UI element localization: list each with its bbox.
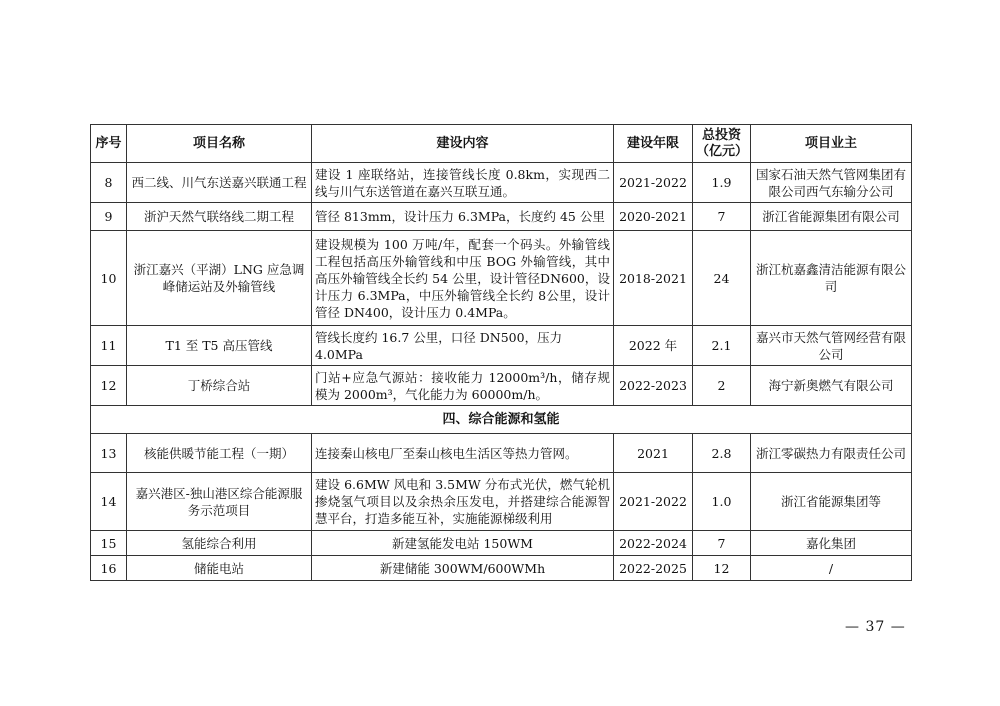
cell-project-name: 西二线、川气东送嘉兴联通工程 [127,163,312,203]
cell-index: 15 [91,531,127,556]
cell-index: 8 [91,163,127,203]
table-row [91,163,912,203]
cell-period: 2022 年 [614,326,693,366]
cell-project-name: 丁桥综合站 [127,366,312,406]
section-title: 四、综合能源和氢能 [91,406,912,434]
cell-investment: 7 [693,203,751,231]
header-project-name: 项目名称 [127,125,312,163]
table-row [91,366,912,406]
cell-period: 2022-2024 [614,531,693,556]
cell-owner: 海宁新奥燃气有限公司 [751,366,912,406]
cell-project-name: 浙沪天然气联络线二期工程 [127,203,312,231]
cell-project-name: 嘉兴港区-独山港区综合能源服务示范项目 [127,473,312,531]
header-index: 序号 [91,125,127,163]
cell-owner: 国家石油天然气管网集团有限公司西气东输分公司 [751,163,912,203]
cell-period: 2018-2021 [614,231,693,326]
cell-owner: 浙江杭嘉鑫清洁能源有限公司 [751,231,912,326]
cell-investment: 12 [693,556,751,581]
cell-project-name: T1 至 T5 高压管线 [127,326,312,366]
cell-investment: 1.0 [693,473,751,531]
cell-content: 管径 813mm，设计压力 6.3MPa，长度约 45 公里 [312,203,614,231]
table-row [91,203,912,231]
cell-period: 2021-2022 [614,473,693,531]
table-row [91,326,912,366]
section-row [91,406,912,434]
cell-period: 2021 [614,434,693,473]
header-period: 建设年限 [614,125,693,163]
table-header-row [91,125,912,163]
cell-index: 9 [91,203,127,231]
cell-index: 13 [91,434,127,473]
cell-project-name: 氢能综合利用 [127,531,312,556]
cell-owner: 浙江省能源集团等 [751,473,912,531]
table-row [91,434,912,473]
header-owner: 项目业主 [751,125,912,163]
cell-investment: 2 [693,366,751,406]
cell-investment: 7 [693,531,751,556]
cell-investment: 2.1 [693,326,751,366]
cell-owner: / [751,556,912,581]
cell-owner: 浙江零碳热力有限责任公司 [751,434,912,473]
cell-period: 2021-2022 [614,163,693,203]
cell-content: 新建氢能发电站 150WM [312,531,614,556]
cell-owner: 嘉化集团 [751,531,912,556]
cell-content: 新建储能 300WM/600WMh [312,556,614,581]
cell-investment: 24 [693,231,751,326]
header-investment: 总投资 （亿元） [693,125,751,163]
table-row [91,473,912,531]
cell-period: 2022-2025 [614,556,693,581]
table-row [91,556,912,581]
project-table [90,124,912,581]
cell-index: 10 [91,231,127,326]
cell-index: 16 [91,556,127,581]
cell-project-name: 浙江嘉兴（平湖）LNG 应急调峰储运站及外输管线 [127,231,312,326]
cell-owner: 嘉兴市天然气管网经营有限公司 [751,326,912,366]
cell-index: 11 [91,326,127,366]
cell-owner: 浙江省能源集团有限公司 [751,203,912,231]
cell-period: 2022-2023 [614,366,693,406]
cell-project-name: 核能供暖节能工程（一期） [127,434,312,473]
cell-period: 2020-2021 [614,203,693,231]
cell-content: 管线长度约 16.7 公里，口径 DN500，压力 4.0MPa [312,326,614,366]
page-number: — 37 — [845,619,906,635]
cell-index: 12 [91,366,127,406]
cell-content: 门站+应急气源站：接收能力 12000m³/h，储存规模为 2000m³，气化能力为 60000m/h。 [312,366,614,406]
table-row [91,231,912,326]
cell-index: 14 [91,473,127,531]
cell-content: 建设 1 座联络站，连接管线长度 0.8km，实现西二线与川气东送管道在嘉兴互联互通。 [312,163,614,203]
cell-content: 建设 6.6MW 风电和 3.5MW 分布式光伏，燃气轮机掺烧氢气项目以及余热余压发电，并搭建综合能源智慧平台，打造多能互补，实施能源梯级利用 [312,473,614,531]
table-row [91,531,912,556]
cell-investment: 2.8 [693,434,751,473]
cell-content: 连接秦山核电厂至秦山核电生活区等热力管网。 [312,434,614,473]
cell-project-name: 储能电站 [127,556,312,581]
cell-investment: 1.9 [693,163,751,203]
cell-content: 建设规模为 100 万吨/年，配套一个码头。外输管线工程包括高压外输管线和中压 BOG 外输管线，其中高压外输管线全长约 54 公里，设计管径DN600，设计压力 6.3MPa，中压外输管线全长约 8公里，设计管径 DN400，设计压力 0.4MPa。 [312,231,614,326]
header-content: 建设内容 [312,125,614,163]
